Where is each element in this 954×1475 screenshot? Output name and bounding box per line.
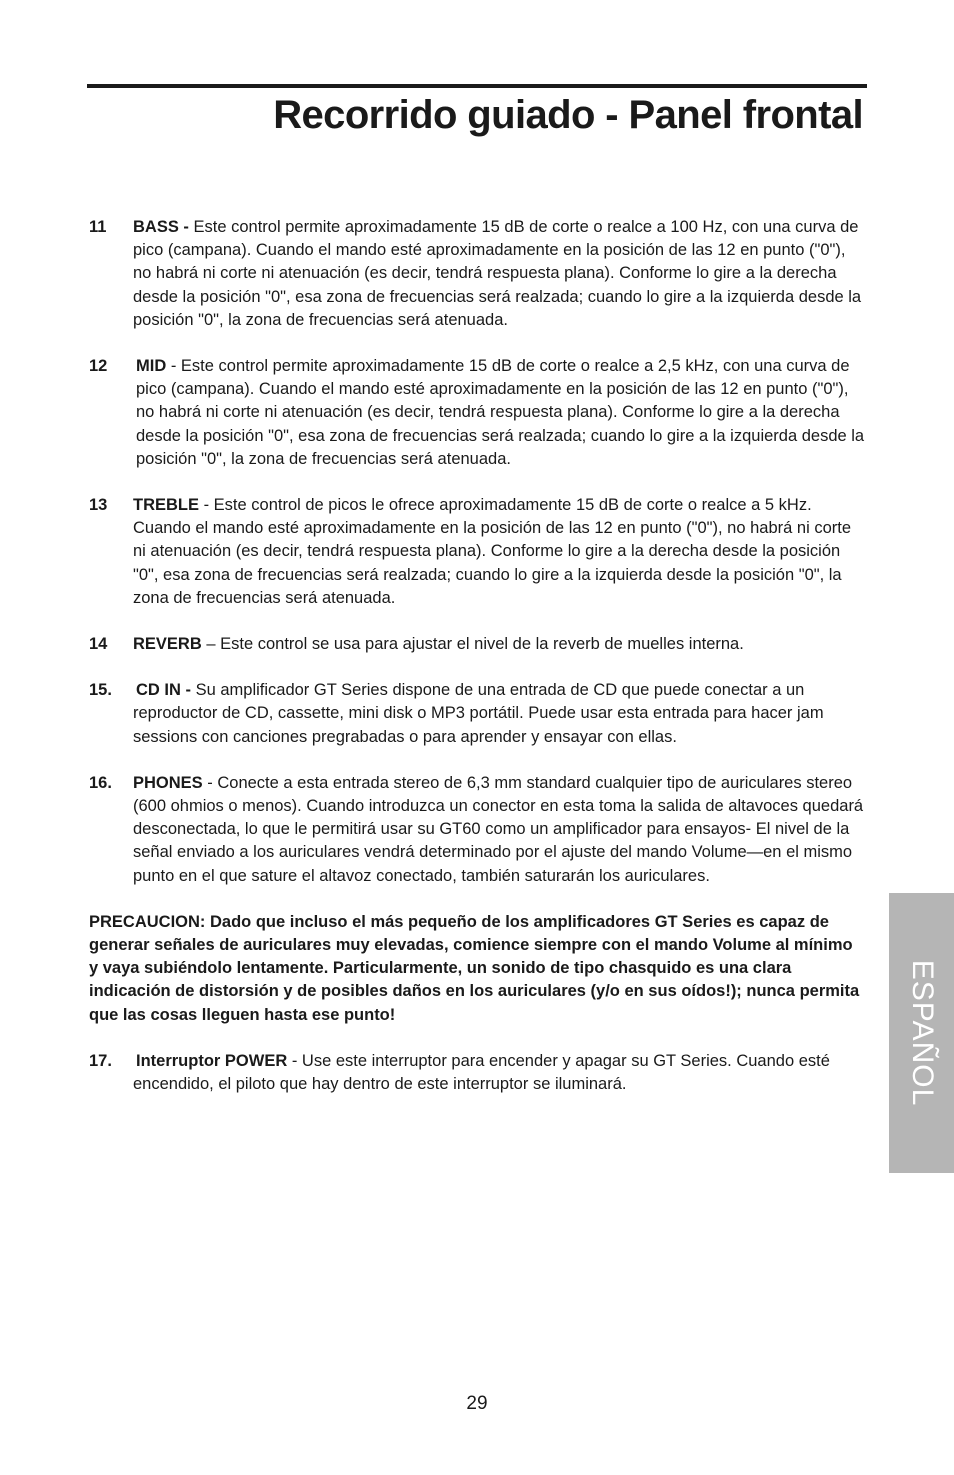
page-title: Recorrido guiado - Panel frontal [273,93,863,137]
header-rule [87,84,867,88]
item-term: PHONES [133,773,203,792]
item-description: – Este control se usa para ajustar el nivel de la reverb de muelles interna. [201,635,744,654]
item-description: Este control permite aproximadamente 15 dB de corte o realce a 100 Hz, con una curva de pico (campana). Cuando el mando esté aproximadamente en la posición de las 12 en punto ("0"), no habrá ni corte ni atenuación (es decir, tendrá respuesta plana). Conforme lo gire a la derecha desde la posición "0", esa zona de frecuencias será realzada; cuando lo gire a la izquierda desde la posición "0", la zona de frecuencias será atenuada. [133,218,862,329]
item-body [133,494,865,610]
item-description: - Conecte a esta entrada stereo de 6,3 mm standard cualquier tipo de auriculares stereo (600 ohmios o menos). Cuando introduzca un conector en esta toma la salida de altavoces quedará desconectada, lo que le permitirá usar su GT60 como un amplificador para ensayos- El nivel de la señal enviado a los auriculares vendrá determinado por el ajuste del mando Volume—en el mismo punto en el que sature el altavoz conectado, también saturarán los auriculares. [133,773,864,885]
item-number: 14 [89,635,108,654]
item-term: Interruptor POWER [136,1051,288,1070]
item-description: Su amplificador GT Series dispone de una entrada de CD que puede conectar a un reproductor de CD, cassette, mini disk o MP3 portátil. Puede usar esta entrada para hacer jam sessions con canciones pregrabadas o para aprender y ensayar con ellas. [133,681,824,746]
item-body [133,633,865,656]
item-description: - Este control permite aproximadamente 15 dB de corte o realce a 2,5 kHz, con una curva de pico (campana). Cuando el mando esté aproximadamente en la posición de las 12 en punto ("0"), no habrá ni corte ni atenuación (es decir, tendrá respuesta plana). Conforme lo gire a la derecha desde la posición "0", esa zona de frecuencias será realzada; cuando lo gire a la izquierda desde la posición "0", la zona de frecuencias será atenuada. [136,357,865,468]
list-item-power [89,1050,865,1096]
item-term: TREBLE [133,496,199,515]
item-term: REVERB [133,635,202,654]
item-number: 13 [89,496,108,515]
item-body [133,772,865,888]
item-body [133,355,865,471]
language-side-tab [889,893,954,1173]
item-number: 16. [89,773,112,792]
item-number: 11 [89,218,107,236]
list-item-phones [89,772,865,888]
item-description: - Este control de picos le ofrece aproximadamente 15 dB de corte o realce a 5 kHz. Cuando el mando esté aproximadamente en la posición de las 12 en punto ("0"), no habrá ni corte ni atenuación (es decir, tendrá respuesta plana). Conforme lo gire a la derecha desde la posición "0", esa zona de frecuencias será realzada; cuando lo gire a la izquierda desde la posición "0", la zona de frecuencias será atenuada. [133,496,851,607]
caution-warning: PRECAUCION: Dado que incluso el más pequeño de los amplificadores GT Series es capaz de generar señales de auriculares muy elevadas, comience siempre con el mando Volume al mínimo y vaya subiéndolo lentamente. Particularmente, un sonido de tipo chasquido es una clara indicación de distorsión y de posibles daños en los auriculares (y/o en sus oídos!); nunca permita que las cosas lleguen hasta ese punto! [89,912,860,1024]
item-body [133,216,865,332]
page-number: 29 [466,1393,488,1414]
item-number: 17. [89,1051,112,1070]
item-body [133,679,865,749]
item-body [133,1050,865,1096]
item-number: 15. [89,681,112,700]
list-item-mid [89,355,865,471]
language-label: ESPAÑOL [905,959,939,1107]
list-item-cd-in [89,679,865,749]
item-description: - Use este interruptor para encender y apagar su GT Series. Cuando esté encendido, el piloto que hay dentro de este interruptor se iluminará. [133,1051,830,1094]
main-content [89,216,865,1119]
item-term: MID [136,357,167,376]
item-term: CD IN - [136,681,191,700]
list-item-treble [89,494,865,610]
item-number: 12 [89,357,108,376]
list-item-bass [89,216,865,332]
item-term: BASS - [133,218,189,236]
list-item-reverb [89,633,865,656]
